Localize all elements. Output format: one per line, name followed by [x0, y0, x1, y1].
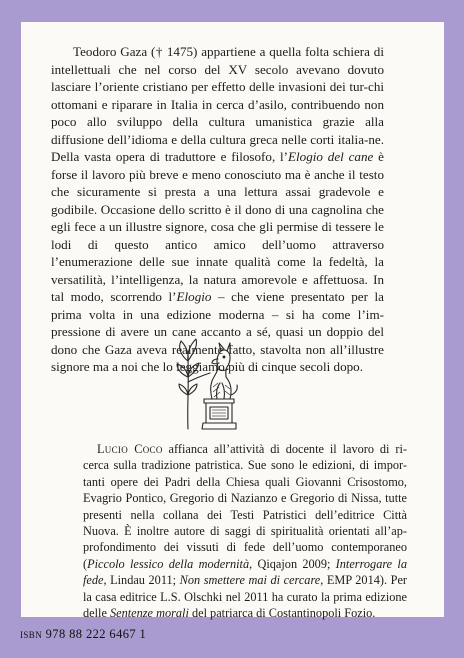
bio-text-5: del patriarca di Costantinopoli Fozio.	[188, 606, 376, 621]
bio-work-2: Interrogare la fede	[83, 556, 407, 588]
bio-text-4: , EMP 2014). Per la casa editrice L.S. Olschki nel 2011 ha curato la prima edizione delle	[83, 573, 407, 621]
isbn-number: 978 88 222 6467 1	[45, 627, 147, 641]
bio-work-4: Sentenze morali	[109, 606, 189, 621]
author-bio	[83, 441, 407, 621]
description-title-elogio-del-cane: Elogio del cane	[288, 149, 374, 164]
bio-text-1: affianca all’attività di docente il lavoro di ri-cerca sulla tradizione patristica. Sue sono le edizioni, di impor-tanti opere dei Padri della Chiesa quali Giovanni Crisostomo, Evagrio Pontico, Gregorio di Nazianzo e Gregorio di Nissa, tutte presenti nella collana dei Testi Patristici dell’editrice Città Nuova. È inoltre autore di saggi di spiritualità orientati all’ap-profondimento dei vissuti di fede dell’uomo contemporaneo (	[83, 442, 407, 571]
bio-work-3: Non smettere mai di cercare	[179, 573, 321, 588]
description-text-1: Teodoro Gaza († 1475) appartiene a quella folta schiera di intellettuali che nel corso del XV secolo avevano dovuto lasciare l’oriente cristiano per effetto delle invasioni dei tur-chi ottomani e riparare in Italia in cerca d’asilo, contribuendo non poco allo sviluppo della cultura umanistica grazie alla diffusione dell’idioma e della cultura greca nelle corti italia-ne. Della vasta opera di traduttore e filosofo, l’	[51, 44, 384, 164]
isbn-line	[20, 627, 146, 642]
bio-text-2: , Qiqajon 2009;	[249, 556, 336, 571]
isbn-label: isbn	[20, 627, 43, 641]
book-description	[51, 43, 384, 376]
description-text-3: – che viene presentato per la prima volta in una edizione moderna – si ha come l’im-pressione di avere un cane accanto a sé, quasi un doppio del dono che Gaza aveva realmente fatto, stavolta non all’illustre signore ma a noi che lo leggiamo più di cinque secoli dopo.	[51, 289, 384, 374]
description-text-2: è forse il lavoro più breve e meno conosciuto ma è anche il testo che sicuramente si presta a una lettura assai gradevole e godibile. Occasione dello scritto è il dono di una cagnolina che egli fece a un illustre signore, cosa che gli permise di tessere le lodi di questo antico amico dell’uomo attraverso l’enumerazione delle sue innate qualità come la fedeltà, la versatilità, l’intelligenza, la natura amorevole e affettuosa. In tal modo, scorrendo l’	[51, 149, 384, 304]
description-title-elogio: Elogio	[176, 289, 212, 304]
bio-text-3: , Lindau 2011;	[103, 573, 180, 588]
bio-work-1: Piccolo lessico della modernità	[87, 556, 250, 571]
author-name: Lucio Coco	[97, 442, 163, 456]
dog-emblem-icon	[174, 337, 246, 433]
